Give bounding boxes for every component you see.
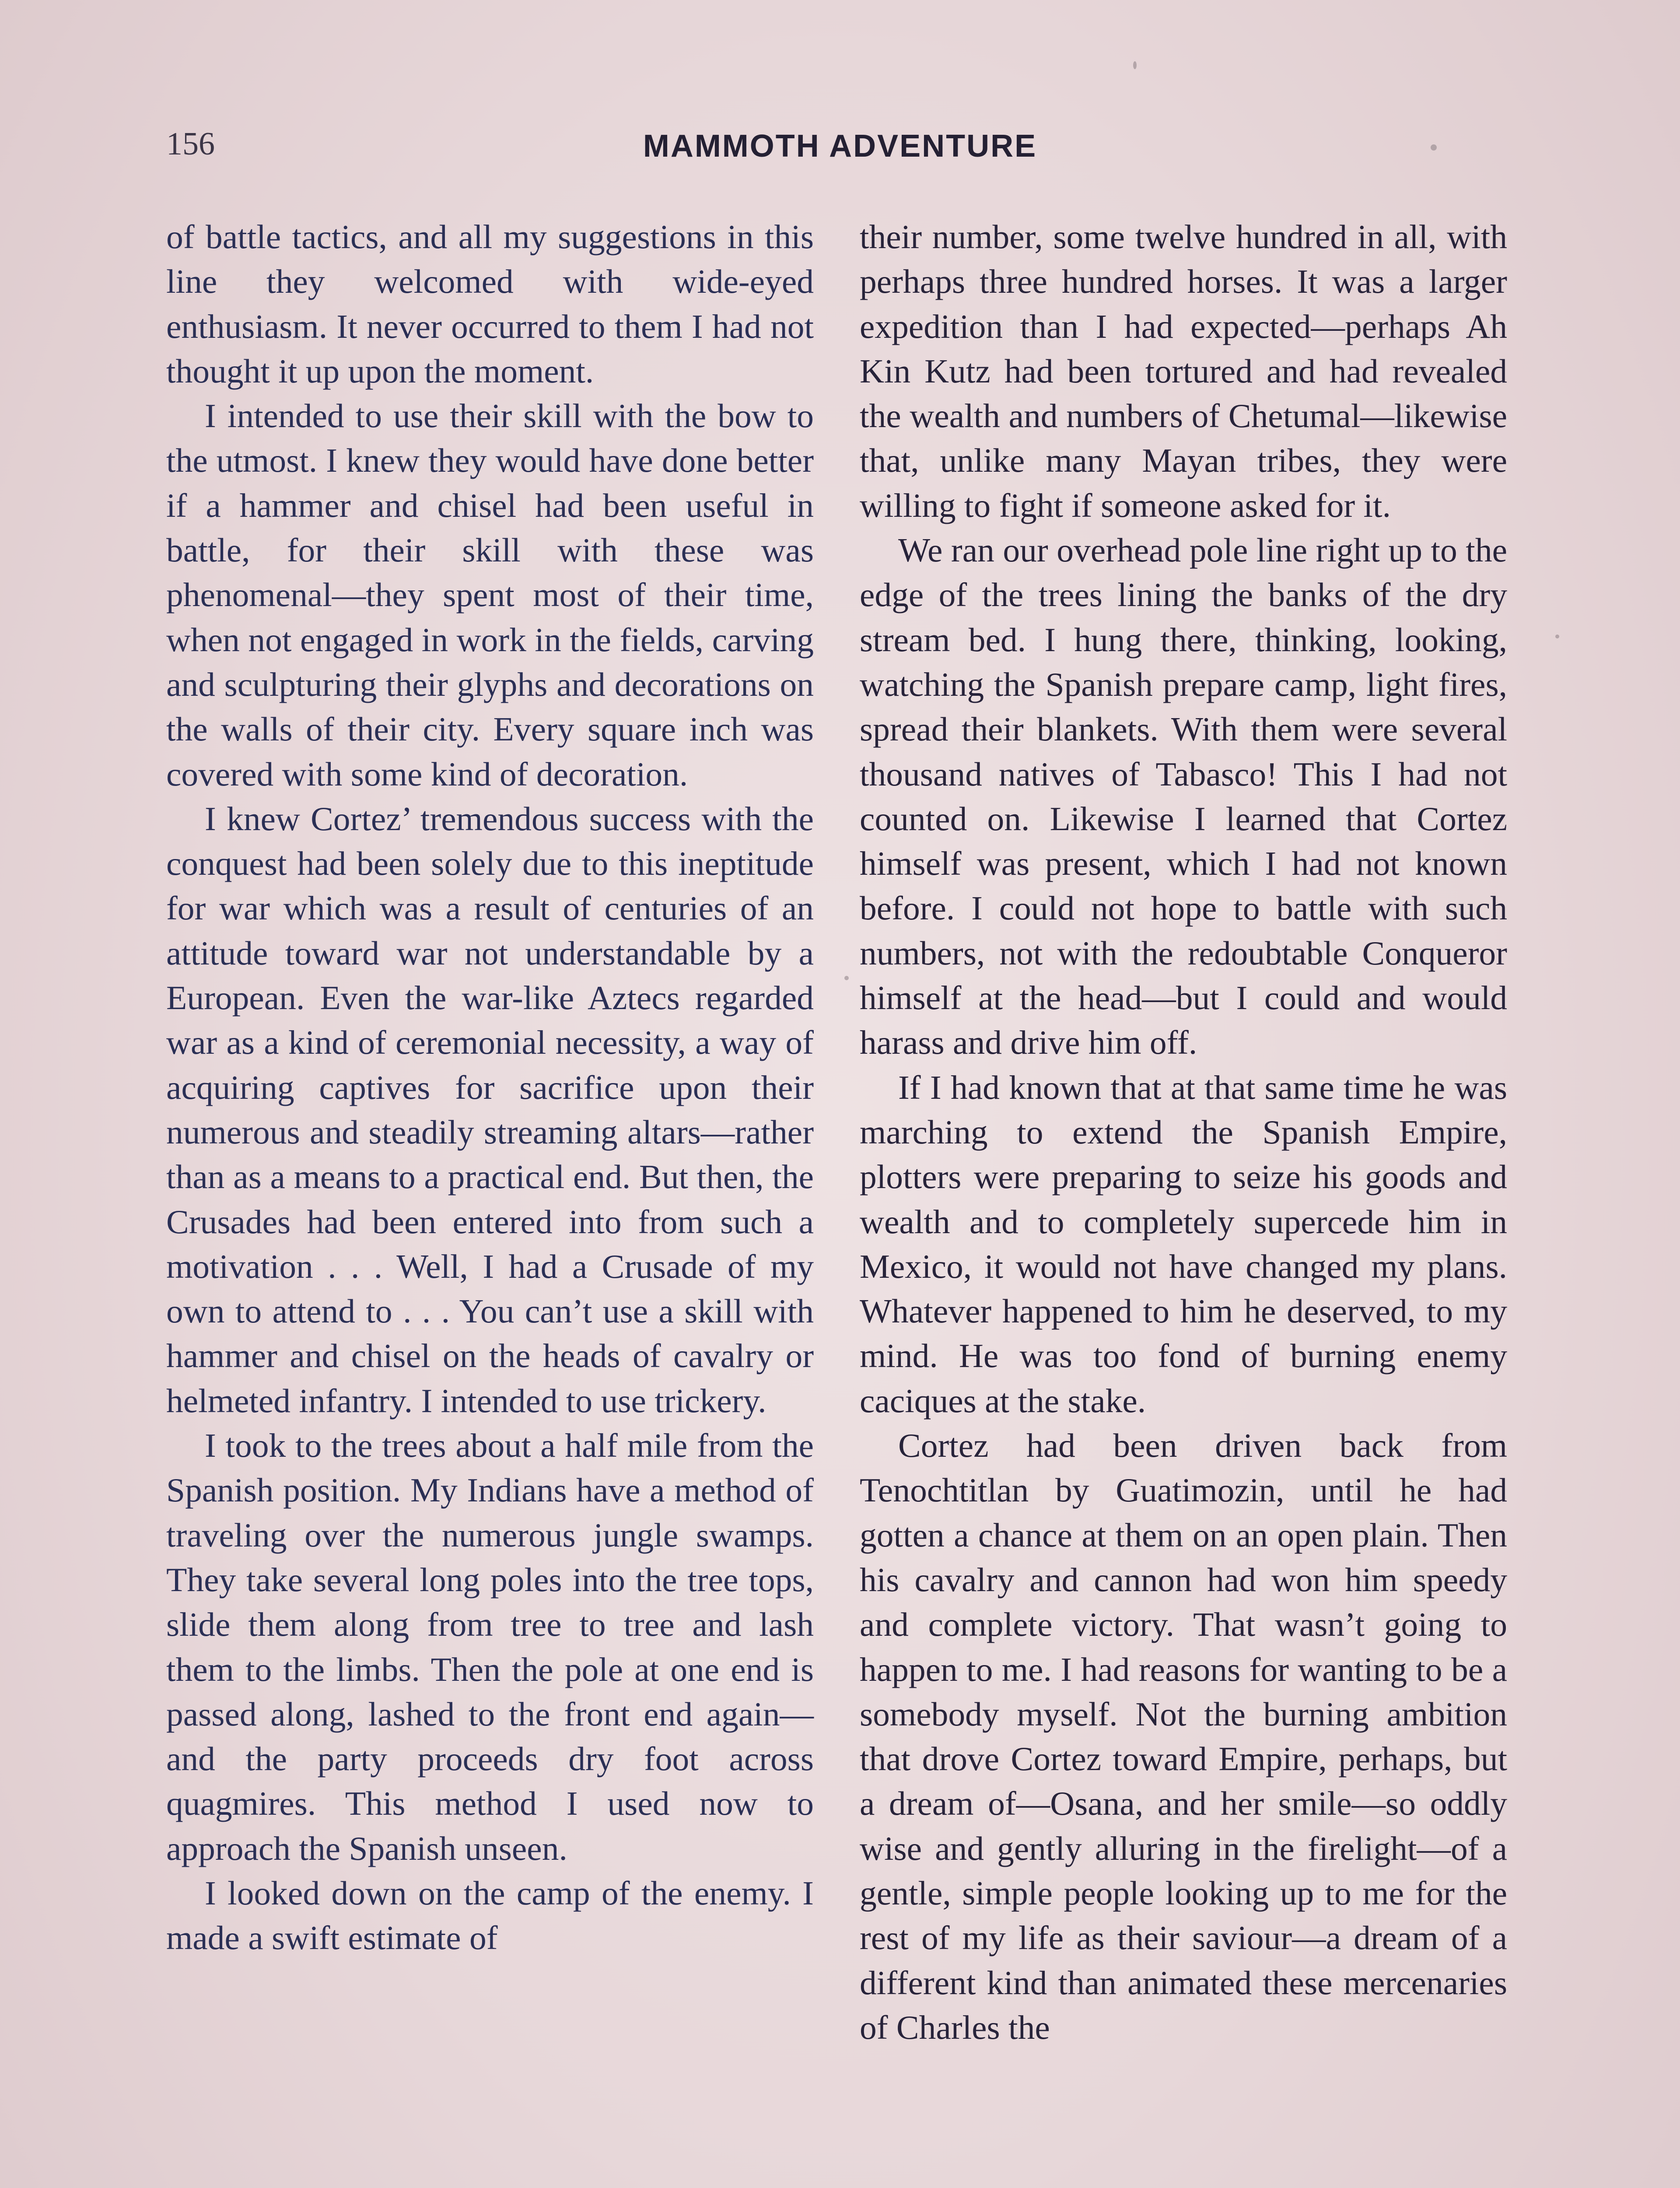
paragraph: I intended to use their skill with the bow to the utmost. I knew they would have done better if a hammer and chisel had been useful in battle, for their skill with these was phenomenal—they spent most of their time, when not engaged in work in the fields, carving and sculpturing their glyphs and decorations on the walls of their city. Every square inch was covered with some kind of decoration.: [166, 397, 814, 793]
paper-speck: [1431, 144, 1437, 151]
paper-speck: [844, 976, 849, 980]
paragraph: Cortez had been driven back from Tenochtitlan by Guatimozin, until he had gotten a chance at them on an open plain. Then his cavalry and cannon had won him speedy and complete victory. That wasn’t going to happen to me. I had reasons for wanting to be a somebody myself. Not the burning ambition that drove Cortez toward Empire, perhaps, but a dream of—Osana, and her smile—so oddly wise and gently alluring in the firelight—of a gentle, simple people looking up to me for the rest of my life as their saviour—a dream of a different kind than animated these mercenaries of Charles the: [860, 1427, 1507, 2046]
paragraph: We ran our overhead pole line right up to the edge of the trees lining the banks of the dry stream bed. I hung there, thinking, looking, watching the Spanish prepare camp, light fires, spread their blankets. With them were several thousand natives of Tabasco! This I had not counted on. Likewise I learned that Cortez himself was present, which I had not known before. I could not hope to battle with such numbers, not with the redoubtable Conqueror himself at the head—but I could and would harass and drive him off.: [860, 531, 1507, 1062]
paper-speck: [1133, 61, 1137, 69]
paragraph: If I had known that at that same time he was marching to extend the Spanish Empire, plotters were preparing to seize his goods and wealth and to completely supercede him in Mexico, it would not have changed my plans. Whatever happened to him he deserved, to my mind. He was too fond of burning enemy caciques at the stake.: [860, 1068, 1507, 1420]
right-column: [860, 214, 1507, 2050]
paper-speck: [1555, 635, 1559, 638]
paragraph: of battle tactics, and all my suggestions in this line they welcomed with wide-eyed enthusiasm. It never occurred to them I had not thought it up upon the moment.: [166, 218, 814, 390]
paragraph: I knew Cortez’ tremendous success with the conquest had been solely due to this ineptitude for war which was a result of centuries of an attitude toward war not understandable by a European. Even the war-like Aztecs regarded war as a kind of ceremonial necessity, a way of acquiring captives for sacrifice upon their numerous and steadily streaming altars—rather than as a means to a practical end. But then, the Crusades had been entered into from such a motivation . . . Well, I had a Crusade of my own to attend to . . . You can’t use a skill with hammer and chisel on the heads of cavalry or helmeted infantry. I intended to use trickery.: [166, 799, 814, 1420]
paragraph: their number, some twelve hundred in all, with perhaps three hundred horses. It was a larger expedition than I had expected—perhaps Ah Kin Kutz had been tortured and had revealed the wealth and numbers of Chetumal—likewise that, unlike many Mayan tribes, they were willing to fight if someone asked for it.: [860, 218, 1507, 524]
running-head: MAMMOTH ADVENTURE: [643, 129, 1037, 164]
paragraph: I took to the trees about a half mile from the Spanish position. My Indians have a method of traveling over the numerous jungle swamps. They take several long poles into the tree tops, slide them along from tree to tree and lash them to the limbs. Then the pole at one end is passed along, lashed to the front end again—and the party proceeds dry foot across quagmires. This method I used now to approach the Spanish unseen.: [166, 1427, 814, 1867]
paragraph: I looked down on the camp of the enemy. I made a swift estimate of: [166, 1874, 814, 1957]
page-number: 156: [166, 126, 215, 162]
left-column: [166, 214, 814, 1960]
